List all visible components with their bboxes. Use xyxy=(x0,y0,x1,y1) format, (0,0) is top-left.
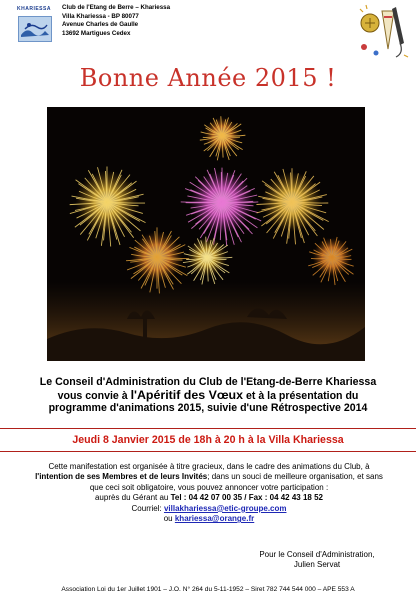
body-emphasis: l'intention de ses Membres et de leurs Invités xyxy=(35,472,208,482)
divider-top xyxy=(0,428,416,429)
body-line xyxy=(24,472,394,482)
email-label: Courriel: xyxy=(131,503,164,513)
contact-email-2 xyxy=(24,514,394,524)
intro-line: programme d'animations 2015, suivie d'une Rétrospective 2014 xyxy=(48,402,368,415)
contact-phone xyxy=(24,493,394,503)
club-logo xyxy=(12,6,56,44)
address-line: Club de l'Etang de Berre – Khariessa xyxy=(62,4,171,11)
body-line: Cette manifestation est organisée à titre gracieux, dans le cadre des animations du Club, à xyxy=(48,462,370,471)
phone-fax-numbers: Tel : 04 42 07 00 35 / Fax : 04 42 43 18 52 xyxy=(170,493,323,503)
event-datetime: Jeudi 8 Janvier 2015 de 18h à 20 h à la Villa Khariessa xyxy=(72,434,344,446)
signature-block xyxy=(232,550,402,571)
body-line: que ceci soit obligatoire, vous pouvez annoncer votre participation : xyxy=(89,482,329,492)
body-text: auprès du Gérant au xyxy=(94,493,171,503)
signature-name: Julien Servat xyxy=(293,560,341,570)
invitation-body xyxy=(24,462,394,524)
logo-text: KHARIESSA xyxy=(17,6,51,12)
event-name: l'Apéritif des Vœux xyxy=(130,387,244,402)
legal-footer: Association Loi du 1er Juillet 1901 – J.O. N° 264 du 5-11-1952 – Siret 782 744 544 000 – APE 553 A xyxy=(61,586,355,593)
body-text: ; dans un souci de meilleure organisation, et sans xyxy=(207,472,383,482)
email-link-orange[interactable]: khariessa@orange.fr xyxy=(174,514,255,524)
contact-email-1 xyxy=(24,504,394,514)
page-title: Bonne Année 2015 ! xyxy=(79,64,337,92)
intro-line: Le Conseil d'Administration du Club de l'Etang-de-Berre Khariessa xyxy=(39,376,377,388)
address-line: Villa Khariessa - BP 80077 xyxy=(62,12,139,20)
club-address xyxy=(62,4,170,38)
address-line: 13692 Martigues Cedex xyxy=(62,29,131,37)
email-link-villa[interactable]: villakhariessa@etic-groupe.com xyxy=(163,503,287,513)
signature-line: Pour le Conseil d'Administration, xyxy=(259,550,375,559)
intro-text: vous convie à xyxy=(57,389,131,402)
invitation-intro xyxy=(0,376,416,415)
intro-text: et à la présentation du xyxy=(243,389,359,402)
intro-line xyxy=(0,389,416,403)
divider-bottom xyxy=(0,451,416,452)
address-line: Avenue Charles de Gaulle xyxy=(62,21,139,29)
celebration-clipart xyxy=(356,3,410,59)
or-text: ou xyxy=(163,514,175,524)
logo-emblem xyxy=(18,16,52,42)
fireworks-photo xyxy=(47,107,365,361)
